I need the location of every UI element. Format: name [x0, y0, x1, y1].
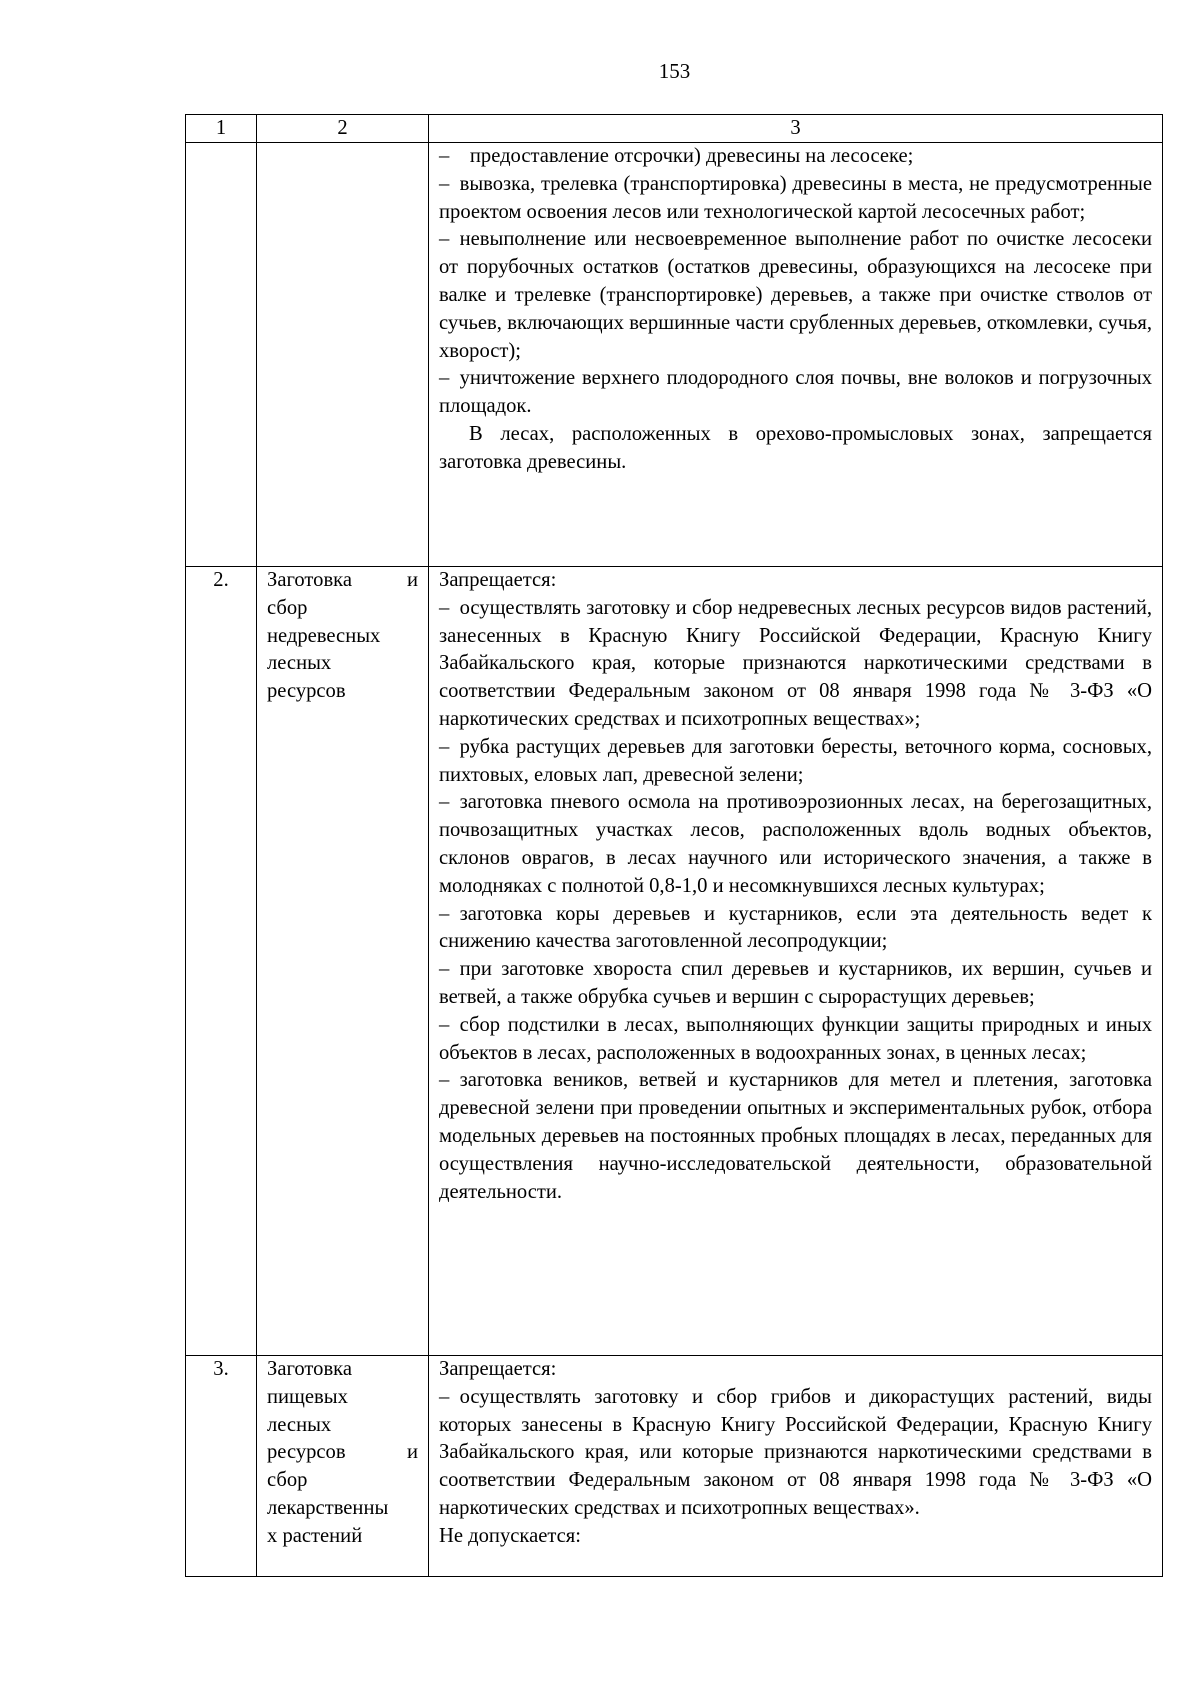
activity-name-line: лекарственны	[267, 1496, 389, 1519]
activity-name-line: пищевых	[267, 1385, 348, 1408]
restriction-item: – рубка растущих деревьев для заготовки бересты, веточного корма, сосновых, пихтовых, еловых лап, древесной зелени;	[439, 735, 1152, 786]
restriction-heading: Запрещается:	[439, 1358, 557, 1380]
restriction-item: – заготовка пневого осмола на противоэрозионных лесах, на берегозащитных, почвозащитных участках лесов, расположенных вдоль водных объектов, склонов оврагов, в лесах научного или исторического значения, а также в молодняках с полнотой 0,8-1,0 и несомкнувшихся лесных культурах;	[439, 791, 1152, 897]
restriction-item: – вывозка, трелевка (транспортировка) древесины в места, не предусмотренные проектом освоения лесов или технологической картой лесосечных работ;	[439, 172, 1152, 223]
regulations-table	[185, 114, 1163, 1577]
restriction-item: – осуществлять заготовку и сбор недревесных лесных ресурсов видов растений, занесенных в Красную Книгу Российской Федерации, Красную Книгу Забайкальского края, которые признаются наркотическими средствами в соответствии Федеральным законом от 08 января 1998 года № 3-ФЗ «О наркотических средствах и психотропных веществах»;	[439, 596, 1152, 730]
row-number: 3.	[186, 1356, 257, 1577]
activity-name	[257, 143, 429, 567]
restriction-item: – заготовка веников, ветвей и кустарников для метел и плетения, заготовка древесной зелени при проведении опытных и экспериментальных рубок, отбора модельных деревьев на постоянных пробных площадях в лесах, переданных для осуществления научно-исследовательской деятельности, образовательной деятельности.	[439, 1069, 1152, 1203]
header-cell-2: 2	[257, 115, 429, 143]
activity-name-line: и	[406, 569, 418, 591]
activity-name-line: недревесных	[267, 624, 381, 647]
activity-name-line: х растений	[267, 1524, 363, 1547]
activity-name-line: сбор	[267, 1469, 308, 1492]
activity-name	[257, 567, 429, 1356]
restrictions-cell	[429, 1356, 1163, 1577]
restrictions-cell	[429, 567, 1163, 1356]
activity-name-line: лесных	[267, 1413, 332, 1436]
table-header-row	[186, 115, 1163, 143]
restriction-note: В лесах, расположенных в орехово-промысловых зонах, запрещается заготовка древесины.	[439, 422, 1152, 473]
restriction-item: – заготовка коры деревьев и кустарников, если эта деятельность ведет к снижению качества заготовленной лесопродукции;	[439, 902, 1152, 953]
restriction-item: – предоставление отсрочки) древесины на лесосеке;	[439, 145, 914, 167]
restriction-item: – уничтожение верхнего плодородного слоя почвы, вне волоков и погрузочных площадок.	[439, 367, 1152, 418]
restriction-item: – невыполнение или несвоевременное выполнение работ по очистке лесосеки от порубочных остатков (остатков древесины, образующихся на лесосеке при валке и трелевке (транспортировке) деревьев, а также при очистке стволов от сучьев, включающих вершинные части срубленных деревьев, откомлевки, сучья, хворост);	[439, 228, 1152, 362]
row-number	[186, 143, 257, 567]
table-row	[186, 567, 1163, 1356]
restriction-item: – сбор подстилки в лесах, выполняющих функции защиты природных и иных объектов в лесах, расположенных в водоохранных зонах, в ценных лесах;	[439, 1013, 1152, 1064]
restriction-heading: Не допускается:	[439, 1524, 581, 1547]
table-row	[186, 1356, 1163, 1577]
restriction-item: – осуществлять заготовку и сбор грибов и дикорастущих растений, виды которых занесены в Красную Книгу Российской Федерации, Красную Книгу Забайкальского края, или которые признаются наркотическими средствами в соответствии Федеральным законом от 08 января 1998 года № 3-ФЗ «О наркотических средствах и психотропных веществах».	[439, 1385, 1152, 1519]
activity-name-line: сбор	[267, 596, 308, 619]
restrictions-cell	[429, 143, 1163, 567]
activity-name-line: Заготовка	[267, 569, 352, 591]
restriction-heading: Запрещается:	[439, 569, 557, 591]
row-number: 2.	[186, 567, 257, 1356]
header-cell-1: 1	[186, 115, 257, 143]
restriction-item: – при заготовке хвороста спил деревьев и кустарников, их вершин, сучьев и ветвей, а также обрубка сучьев и вершин с сырорастущих деревьев;	[439, 958, 1152, 1008]
activity-name	[257, 1356, 429, 1577]
table-row	[186, 143, 1163, 567]
header-cell-3: 3	[429, 115, 1163, 143]
activity-name-line: лесных	[267, 652, 332, 675]
activity-name-line: Заготовка	[267, 1358, 352, 1380]
activity-name-line: ресурсов	[267, 1441, 346, 1464]
activity-name-line: ресурсов	[267, 680, 346, 703]
activity-name-line: и	[406, 1441, 418, 1464]
page-number: 153	[658, 59, 691, 83]
